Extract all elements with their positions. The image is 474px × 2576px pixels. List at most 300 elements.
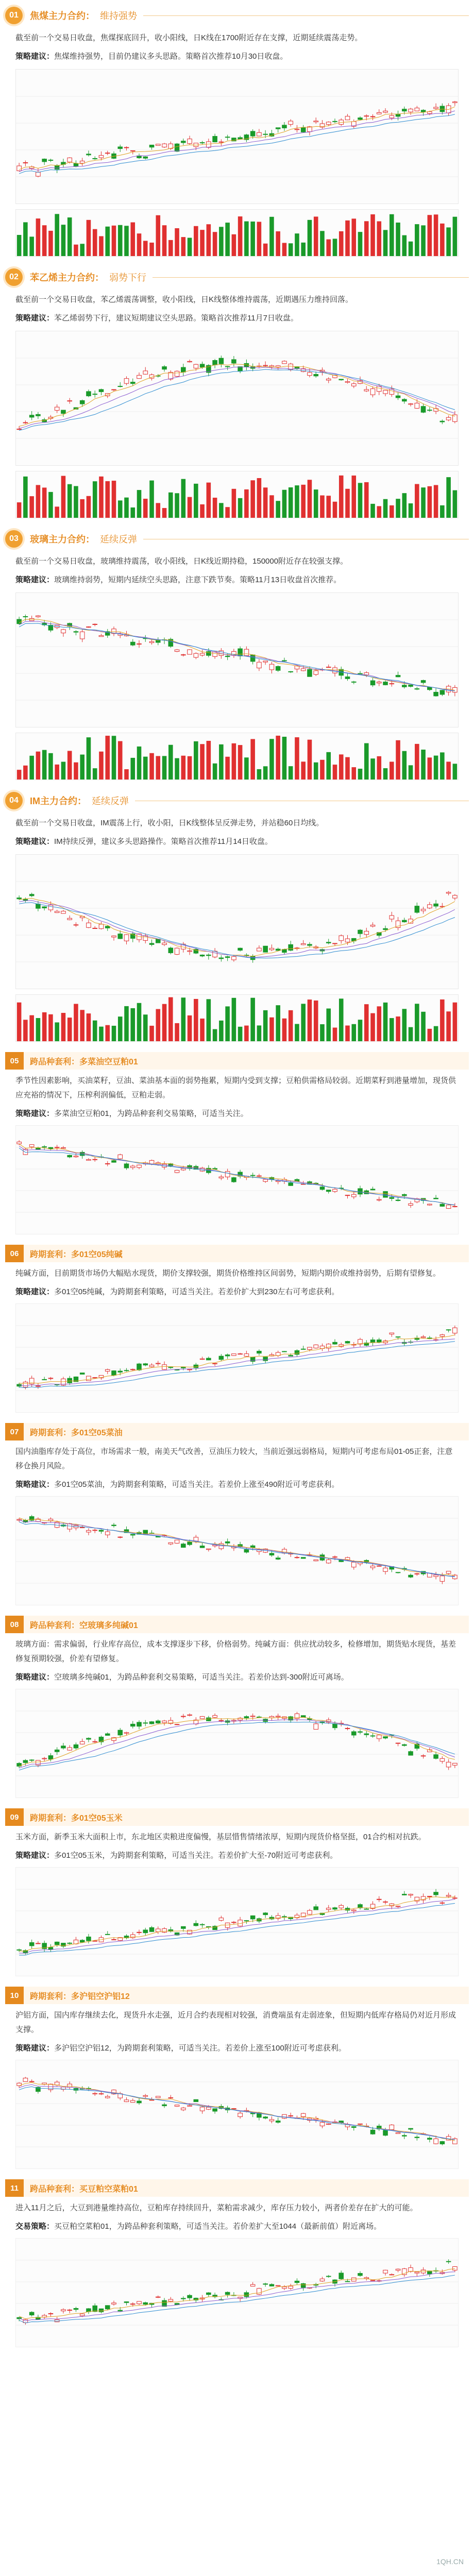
candle-body <box>137 644 142 645</box>
volume-bar <box>80 1010 84 1041</box>
candle-body <box>74 2309 78 2310</box>
volume-bar <box>137 1003 142 1041</box>
volume-bar <box>67 217 72 256</box>
volume-bar <box>358 769 363 779</box>
candle-body <box>453 102 458 103</box>
volume-bar <box>175 493 179 518</box>
kline-chart <box>15 854 459 989</box>
candle-body <box>402 1894 407 1895</box>
candle-body <box>23 1760 28 1762</box>
spread-chart <box>15 1867 459 1976</box>
section-title <box>30 532 137 546</box>
volume-bar <box>162 225 167 256</box>
section-04 <box>5 790 469 1042</box>
volume-bar <box>112 736 116 779</box>
volume-bar <box>156 215 160 256</box>
candle-body <box>421 2270 426 2273</box>
spread-05 <box>5 1052 469 1234</box>
candle-body <box>42 159 47 162</box>
volume-bar <box>440 505 445 518</box>
candle-body <box>428 2138 432 2139</box>
candle-body <box>358 2274 363 2276</box>
candle-body <box>118 386 123 387</box>
volume-bar <box>351 1024 356 1041</box>
volume-bar <box>308 220 312 256</box>
candle-body <box>29 2081 34 2082</box>
volume-bar <box>23 766 28 779</box>
volume-bar <box>282 243 287 256</box>
volume-bar <box>162 1004 167 1041</box>
candle-body <box>308 1347 312 1349</box>
strategy-label: 策略建议： <box>15 314 55 323</box>
spread-number: 10 <box>5 1987 24 2004</box>
volume-bar <box>181 237 186 256</box>
candle-body <box>377 112 381 114</box>
candle-body <box>383 928 388 929</box>
volume-bar <box>61 1013 66 1041</box>
volume-bar <box>276 736 280 779</box>
candle-body <box>87 627 91 628</box>
volume-bar <box>194 226 198 256</box>
candle-body <box>118 1155 123 1159</box>
candle-body <box>244 1550 249 1552</box>
volume-bar <box>301 1004 306 1041</box>
volume-bar <box>207 483 211 518</box>
moving-average-line <box>19 1342 455 1388</box>
candle-body <box>156 1721 160 1723</box>
candle-body <box>29 415 34 417</box>
section-paragraph: 截至前一个交易日收盘，苯乙烯震荡调整，收小阳线，日K线整体维持震荡，近期遇压力维持回落。 <box>15 295 353 304</box>
volume-bar <box>244 757 249 779</box>
volume-bar <box>415 484 419 518</box>
candle-body <box>105 1369 110 1371</box>
candle-body <box>137 1932 142 1933</box>
spread-paragraph: 季节性因素影响，买油菜籽，豆油、菜油基本面的弱势拖累，短期内受到支撑；豆粕供需格局较弱。近期菜籽到港量增加，现货供应充裕的情况下，压榨利润偏低，豆粕走弱。 <box>15 1076 456 1099</box>
volume-bar <box>124 226 129 256</box>
candle-body <box>250 1175 255 1176</box>
volume-bar <box>339 998 344 1041</box>
candle-body <box>175 1171 179 1173</box>
candle-body <box>440 2142 445 2144</box>
candle-body <box>301 943 306 944</box>
candle-body <box>118 2310 123 2311</box>
candle-body <box>130 1534 135 1535</box>
strategy-text <box>5 573 469 587</box>
volume-bar <box>105 481 110 518</box>
candle-body <box>282 2114 287 2118</box>
volume-bar <box>257 478 262 518</box>
volume-bar <box>181 756 186 779</box>
volume-bar <box>421 1012 426 1041</box>
candle-body <box>48 1756 53 1759</box>
candle-body <box>402 685 407 687</box>
candle-body <box>17 429 22 430</box>
candle-body <box>364 2278 369 2279</box>
volume-bar <box>93 1021 97 1041</box>
volume-bar <box>326 496 331 518</box>
candle-body <box>137 2301 142 2304</box>
candle-body <box>188 1542 192 1545</box>
candle-body <box>326 1190 331 1192</box>
candle-body <box>440 1335 445 1336</box>
volume-bar <box>421 487 426 518</box>
candle-body <box>396 675 400 677</box>
candle-body <box>55 1147 59 1148</box>
strategy-text <box>5 1107 469 1121</box>
candle-body <box>175 948 179 954</box>
candle-body <box>383 2270 388 2273</box>
candle-body <box>80 1741 84 1744</box>
candle-body <box>370 2130 375 2134</box>
candle-body <box>55 911 59 913</box>
candle-body <box>130 1166 135 1167</box>
candle-body <box>137 2101 142 2103</box>
section-header <box>5 790 469 811</box>
candle-body <box>207 2293 211 2295</box>
candle-body <box>308 669 312 676</box>
strategy-label: 策略建议： <box>15 1673 55 1682</box>
candle-body <box>194 1923 198 1926</box>
spread-number: 08 <box>5 1616 24 1633</box>
volume-bar <box>207 224 211 256</box>
moving-average-line <box>19 2087 455 2140</box>
candle-body <box>80 632 84 639</box>
volume-bar <box>149 753 154 779</box>
volume-bar <box>130 507 135 518</box>
candle-body <box>175 1369 179 1370</box>
candle-body <box>383 111 388 112</box>
candle-body <box>428 112 432 114</box>
volume-bar <box>314 489 318 518</box>
volume-bar <box>415 1004 419 1041</box>
spread-header <box>5 1245 469 1262</box>
candle-body <box>232 1922 236 1923</box>
candle-body <box>250 1716 255 1717</box>
candle-body <box>162 2105 167 2106</box>
volume-bar <box>168 240 173 256</box>
candle-body <box>333 1724 337 1727</box>
spread-header <box>5 1808 469 1826</box>
candle-body <box>93 1741 97 1742</box>
volume-bar <box>200 504 205 518</box>
volume-bar <box>99 1027 104 1041</box>
candle-body <box>276 366 280 367</box>
spread-chart <box>15 1689 459 1798</box>
volume-bar <box>263 1010 268 1041</box>
volume-bar <box>42 487 47 518</box>
candle-body <box>87 1530 91 1532</box>
candle-body <box>326 2276 331 2277</box>
spread-chart <box>15 2238 459 2347</box>
candle-body <box>143 157 148 158</box>
strategy-label: 策略建议： <box>15 1480 55 1489</box>
volume-bar <box>358 232 363 256</box>
title-sub: 弱势下行 <box>109 273 146 283</box>
volume-bar <box>48 231 53 256</box>
candle-body <box>200 1546 205 1548</box>
candle-body <box>162 367 167 369</box>
volume-bar <box>238 745 243 779</box>
candle-body <box>434 904 438 906</box>
volume-bar <box>219 1021 224 1041</box>
volume-bar <box>402 235 407 256</box>
volume-bar <box>358 1020 363 1041</box>
volume-bar <box>112 226 116 256</box>
candle-body <box>440 690 445 694</box>
candle-body <box>207 2107 211 2109</box>
candle-body <box>289 2286 293 2288</box>
candle-body <box>137 1165 142 1167</box>
candle-body <box>93 2093 97 2094</box>
spread-number: 06 <box>5 1245 24 1262</box>
candle-body <box>390 916 394 919</box>
volume-bar <box>87 1013 91 1041</box>
candle-body <box>105 2306 110 2309</box>
spread-number: 07 <box>5 1423 24 1440</box>
strategy-label: 策略建议： <box>15 2044 55 2053</box>
candle-body <box>232 1354 236 1355</box>
section-number: 02 <box>5 268 23 286</box>
volume-bar <box>55 1022 59 1041</box>
volume-bar <box>36 218 41 256</box>
candle-body <box>308 1910 312 1914</box>
candle-body <box>434 1892 438 1895</box>
candle-body <box>238 138 243 139</box>
candle-body <box>263 1913 268 1915</box>
candle-body <box>370 1189 375 1190</box>
candle-body <box>87 154 91 155</box>
candle-body <box>396 396 400 398</box>
candle-body <box>250 1916 255 1919</box>
candle-body <box>415 2137 419 2138</box>
candle-body <box>276 1716 280 1717</box>
volume-bar <box>421 225 426 256</box>
volume-bar <box>238 1027 243 1041</box>
spread-header <box>5 1423 469 1440</box>
spread-title: 跨期套利：多01空05菜油 <box>30 1428 123 1437</box>
candle-body <box>29 1145 34 1147</box>
candle-body <box>194 653 198 657</box>
volume-bar <box>289 1010 293 1041</box>
candle-body <box>17 2317 22 2318</box>
strategy-label: 策略建议： <box>15 52 55 61</box>
candle-body <box>213 1716 217 1718</box>
candle-body <box>257 948 262 951</box>
candle-body <box>390 2125 394 2130</box>
section-header <box>5 529 469 549</box>
candle-body <box>269 2120 274 2121</box>
volume-bar <box>333 765 337 779</box>
volume-bar <box>118 500 123 518</box>
candle-body <box>61 911 66 913</box>
moving-average-line <box>19 2084 455 2140</box>
spread-paragraph: 玻璃方面：需求偏弱，行业库存高位，成本支撑逐步下移，价格弱势。纯碱方面：供应扰动较多，检修增加，期货贴水现货，基差修复预期较强，价差有望修复。 <box>15 1640 456 1663</box>
volume-bar <box>124 769 129 779</box>
volume-bar <box>282 737 287 779</box>
candle-body <box>276 949 280 951</box>
volume-bar <box>207 741 211 779</box>
volume-chart <box>15 209 459 257</box>
candle-body <box>446 1895 451 1896</box>
volume-bar <box>446 1011 451 1041</box>
volume-bar <box>370 214 375 256</box>
candle-body <box>308 372 312 376</box>
candle-body <box>175 1724 179 1725</box>
candle-body <box>263 946 268 952</box>
candle-body <box>440 1758 445 1761</box>
volume-bar <box>396 499 400 518</box>
volume-bar <box>130 1008 135 1041</box>
candle-body <box>314 121 318 122</box>
volume-bar <box>308 740 312 779</box>
volume-bar <box>143 241 148 256</box>
spread-number: 05 <box>5 1052 24 1070</box>
volume-bar <box>314 216 318 256</box>
candle-body <box>269 948 274 950</box>
candle-body <box>112 389 116 390</box>
volume-bar <box>29 496 34 518</box>
candle-body <box>80 400 84 404</box>
candle-body <box>87 392 91 396</box>
candle-body <box>409 1752 413 1755</box>
candle-body <box>326 122 331 125</box>
volume-bar <box>80 499 84 518</box>
volume-bar <box>17 1003 22 1041</box>
candle-body <box>124 379 129 384</box>
volume-bar <box>415 744 419 779</box>
candle-body <box>257 1351 262 1353</box>
volume-bar <box>175 758 179 779</box>
section-02 <box>5 267 469 518</box>
volume-bar <box>232 743 236 779</box>
candle-body <box>364 389 369 391</box>
moving-average-line <box>19 1148 455 1205</box>
volume-bar <box>244 489 249 518</box>
strategy-body: 焦煤维持强势，目前仍建议多头思路。策略首次推荐10月30日收盘。 <box>54 52 288 61</box>
candle-body <box>124 2100 129 2102</box>
volume-bar <box>74 762 78 779</box>
candle-body <box>188 2295 192 2298</box>
volume-bar <box>250 480 255 518</box>
volume-bar <box>434 1026 438 1041</box>
volume-bar <box>225 507 230 518</box>
candle-body <box>175 2105 179 2107</box>
candle-body <box>370 1566 375 1568</box>
volume-bar <box>282 490 287 518</box>
candle-body <box>244 2293 249 2297</box>
candle-body <box>383 1192 388 1197</box>
candle-body <box>402 1194 407 1195</box>
volume-bar <box>118 1016 123 1041</box>
candle-body <box>168 1543 173 1544</box>
volume-bar <box>99 477 104 518</box>
candle-body <box>61 1746 66 1748</box>
candle-body <box>446 1571 451 1573</box>
candle-body <box>143 2302 148 2304</box>
title-text: 玻璃主力合约： <box>30 534 95 545</box>
candle-body <box>188 361 192 362</box>
candle-body <box>80 2314 84 2316</box>
spread-header <box>5 1987 469 2004</box>
candle-body <box>383 1568 388 1571</box>
candle-body <box>225 137 230 138</box>
candle-body <box>232 957 236 960</box>
volume-bar <box>289 487 293 518</box>
candle-body <box>421 110 426 112</box>
volume-bar <box>124 498 129 518</box>
candle-body <box>149 943 154 944</box>
candle-body <box>257 2289 262 2294</box>
volume-bar <box>446 761 451 779</box>
candle-body <box>225 2292 230 2294</box>
volume-bar <box>130 223 135 256</box>
candle-body <box>219 1918 224 1921</box>
volume-bar <box>289 766 293 779</box>
volume-bar <box>409 765 413 779</box>
watermark: 1QH.CN <box>436 2557 464 2566</box>
kline-chart <box>15 592 459 727</box>
volume-bar <box>282 1019 287 1041</box>
candle-body <box>383 1737 388 1738</box>
candle-body <box>130 642 135 645</box>
candle-body <box>345 2281 350 2282</box>
volume-bar <box>308 999 312 1041</box>
candle-body <box>149 1365 154 1367</box>
section-03 <box>5 529 469 780</box>
candle-body <box>112 936 116 937</box>
candle-body <box>181 2298 186 2299</box>
title-sub: 维持强势 <box>100 11 137 21</box>
candle-body <box>446 1762 451 1767</box>
candle-body <box>130 150 135 151</box>
candle-body <box>333 1189 337 1192</box>
volume-bar <box>314 1001 318 1041</box>
candle-body <box>87 1376 91 1381</box>
volume-bar <box>333 1028 337 1041</box>
volume-bar <box>364 743 369 779</box>
candle-body <box>181 2108 186 2110</box>
volume-bar <box>48 1014 53 1041</box>
volume-chart <box>15 994 459 1042</box>
volume-bar <box>137 747 142 779</box>
candle-body <box>370 389 375 395</box>
volume-bar <box>351 218 356 256</box>
strategy-label: 策略建议： <box>15 837 55 846</box>
volume-bar <box>434 485 438 518</box>
strategy-text <box>5 49 469 64</box>
candle-body <box>181 1168 186 1170</box>
volume-bar <box>308 480 312 518</box>
candle-body <box>42 1379 47 1380</box>
volume-bar <box>370 1013 375 1041</box>
candle-body <box>99 156 104 158</box>
moving-average-line <box>19 369 455 430</box>
spread-title: 跨期套利：多沪铝空沪铝12 <box>30 1992 130 2001</box>
volume-bar <box>48 753 53 779</box>
candle-body <box>333 1342 337 1344</box>
volume-bar <box>42 1012 47 1041</box>
candle-body <box>409 1894 413 1895</box>
volume-bar <box>143 1014 148 1041</box>
candle-body <box>232 1178 236 1182</box>
candle-body <box>225 1541 230 1543</box>
volume-bar <box>301 761 306 779</box>
volume-bar <box>213 1029 217 1041</box>
candle-body <box>168 1367 173 1368</box>
candle-body <box>295 1557 299 1558</box>
volume-bar <box>276 501 280 518</box>
volume-bar <box>87 220 91 256</box>
